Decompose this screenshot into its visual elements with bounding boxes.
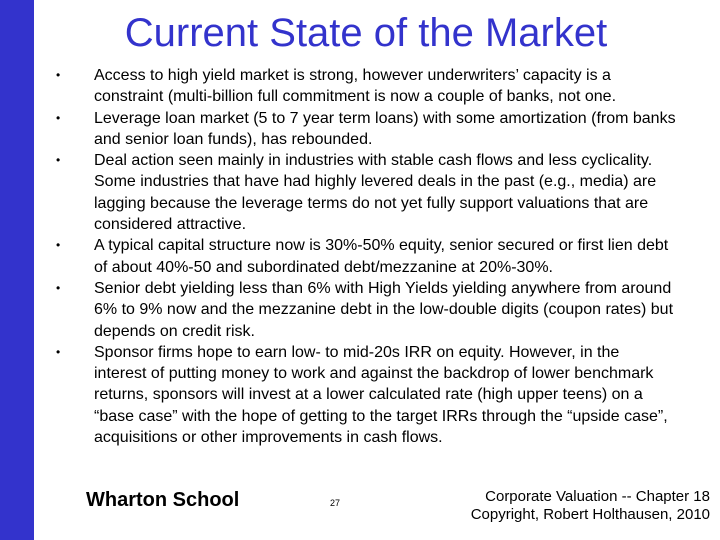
bullet-text: Deal action seen mainly in industries with stable cash flows and less cyclicality. Some industries that have had highly levered deals in the past (e.g., media) are lagging because the leverage terms do not yet fully support valuations that are considered attractive. (94, 152, 657, 234)
bullet-icon: • (56, 238, 61, 253)
bullet-icon: • (56, 68, 61, 82)
bullet-icon: • (56, 280, 61, 295)
left-accent-bar (0, 0, 34, 540)
bullet-item (56, 278, 676, 342)
footer-school-name: Wharton School (86, 489, 240, 511)
bullet-icon: • (56, 344, 61, 359)
bullet-item (56, 65, 676, 108)
bullet-item (56, 150, 676, 235)
footer-copyright: Copyright, Robert Holthausen, 2010 (470, 506, 710, 523)
footer-course-title: Corporate Valuation -- Chapter 18 (485, 488, 710, 505)
bullet-text: A typical capital structure now is 30%-50% equity, senior secured or first lien debt of about 40%-50 and subordinated debt/mezzanine at 20%-30%. (94, 237, 669, 276)
bullet-text: Sponsor firms hope to earn low- to mid-20s IRR on equity. However, in the interest of putting money to work and against the backdrop of lower benchmark returns, sponsors will invest at a lower calculated rate (high upper teens) on a “base case” with the hope of getting to the target IRRs through the “upside case”, acquisitions or other improvements in cash flows. (94, 343, 668, 447)
footer-page-number: 27 (330, 498, 341, 508)
bullet-icon: • (56, 110, 61, 125)
bullet-icon: • (56, 153, 61, 168)
bullet-list (56, 65, 676, 448)
bullet-item (56, 235, 676, 278)
bullet-text: Access to high yield market is strong, however underwriters’ capacity is a constraint (multi-billion full commitment is now a couple of banks, not one. (94, 67, 617, 106)
bullet-item (56, 342, 676, 448)
slide-title: Current State of the Market (124, 11, 608, 55)
bullet-text: Leverage loan market (5 to 7 year term loans) with some amortization (from banks and senior loan funds), has rebounded. (94, 109, 676, 148)
footer-course-info (420, 488, 710, 524)
bullet-text: Senior debt yielding less than 6% with High Yields yielding anywhere from around 6% to 9% now and the mezzanine debt in the low-double digits (coupon rates) but depends on credit risk. (94, 279, 674, 340)
bullet-item (56, 108, 676, 151)
